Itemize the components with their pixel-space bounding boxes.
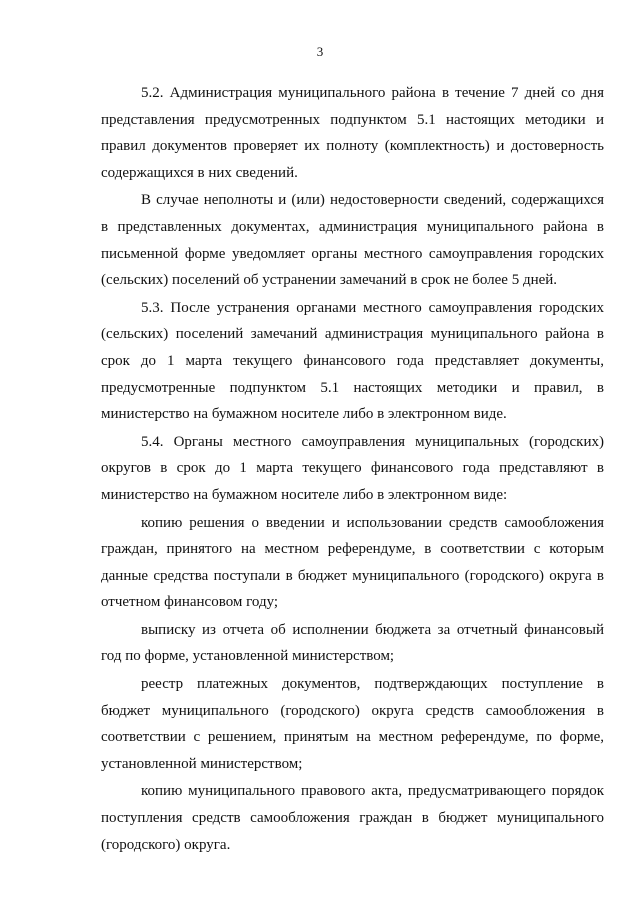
list-item-payment-registry: реестр платежных документов, подтверждающих поступление в бюджет муниципального (городского) округа средств самообложения в соответствии с решением, принятым на местном референдуме, по форме, установленной министерством;: [101, 676, 604, 772]
paragraph-5-3: 5.3. После устранения органами местного самоуправления городских (сельских) поселений замечаний администрация муниципального района в срок до 1 марта текущего финансового года представляет документы, предусмотренные подпунктом 5.1 настоящих методики и правил, в министерство на бумажном носителе либо в электронном виде.: [101, 299, 604, 423]
list-item-referendum-decision: копию решения о введении и использовании средств самообложения граждан, принятого на местном референдуме, в соответствии с которым данные средства поступали в бюджет муниципального (городского) округа в отчетном финансовом году;: [101, 514, 604, 611]
paragraph-incompleteness: В случае неполноты и (или) недостоверности сведений, содержащихся в представленных документах, администрация муниципального района в письменной форме уведомляет органы местного самоуправления городских (сельских) поселений об устранении замечаний в срок не более 5 дней.: [101, 192, 604, 289]
list-item-legal-act: копию муниципального правового акта, предусматривающего порядок поступления средств самообложения граждан в бюджет муниципального (городского) округа.: [101, 783, 604, 853]
paragraph-5-4: 5.4. Органы местного самоуправления муниципальных (городских) округов в срок до 1 марта текущего финансового года представляют в министерство на бумажном носителе либо в электронном виде:: [101, 433, 604, 503]
paragraph-5-2: 5.2. Администрация муниципального района в течение 7 дней со дня представления предусмотренных подпунктом 5.1 настоящих методики и правил документов проверяет их полноту (комплектность) и достоверность содержащихся в них сведений.: [101, 85, 604, 181]
document-body: [101, 80, 604, 858]
page-number: 3: [316, 44, 324, 59]
list-item-budget-report: выписку из отчета об исполнении бюджета за отчетный финансовый год по форме, установленной министерством;: [101, 621, 604, 665]
